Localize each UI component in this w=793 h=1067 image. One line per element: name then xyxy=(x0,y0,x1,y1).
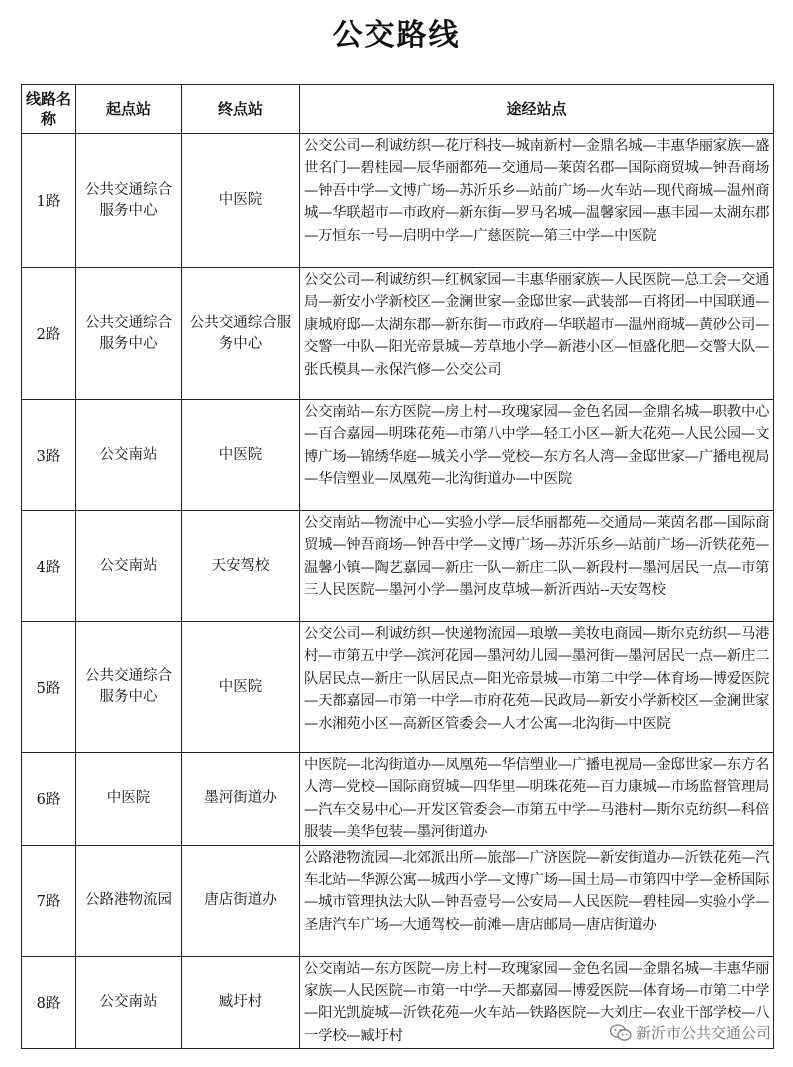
table-row xyxy=(22,268,774,400)
route-line: 6路 xyxy=(22,753,76,846)
route-end: 唐店街道办 xyxy=(182,845,300,956)
watermark xyxy=(610,1022,771,1043)
page-title: 公交路线 xyxy=(332,18,461,53)
table-row xyxy=(22,753,774,846)
route-line: 4路 xyxy=(22,511,76,622)
route-stops: 公交南站—物流中心—实验小学—辰华丽都苑—交通局—莱茵名郡—国际商贸城—钟吾商场—钟吾中学—文博广场—苏沂乐乡—站前广场—沂铁花苑—温馨小镇—陶艺嘉园—新庄一队—新庄二队—新段村—墨河居民一点—市第三人民医院—墨河小学—墨河皮草城—新沂西站--天安驾校 xyxy=(300,511,774,622)
route-line: 7路 xyxy=(22,845,76,956)
route-stops: 公路港物流园—北郊派出所—旅部—广济医院—新安街道办—沂铁花苑—汽车北站—华源公寓—城西小学—文博广场—国土局—市第四中学—金桥国际—城市管理执法大队—钟吾壹号—公安局—人民医院—碧桂园—实验小学—圣唐汽车广场—大通驾校—前滩—唐店邮局—唐店街道办 xyxy=(300,845,774,956)
route-stops: 公交公司—利诚纺织—快递物流园—琅墩—美妆电商园—斯尔克纺织—马港村—市第五中学—滨河花园—墨河幼儿园—墨河街—墨河居民一点—新庄二队居民点—新庄一队居民点—阳光帝景城—市第二中学—体育场—博爱医院—天都嘉园—市第一中学—市府花苑—民政局—新安小学新校区—金澜世家—水湘苑小区—高新区管委会—人才公寓—北沟街—中医院 xyxy=(300,622,774,753)
table-row xyxy=(22,511,774,622)
route-line: 2路 xyxy=(22,268,76,400)
header-start: 起点站 xyxy=(76,85,182,134)
table-row xyxy=(22,622,774,753)
route-start: 中医院 xyxy=(76,753,182,846)
route-start: 公共交通综合服务中心 xyxy=(76,268,182,400)
header-line-name: 线路名称 xyxy=(22,85,76,134)
route-table xyxy=(21,84,774,1049)
route-end: 臧圩村 xyxy=(182,956,300,1049)
header-end: 终点站 xyxy=(182,85,300,134)
route-end: 公共交通综合服务中心 xyxy=(182,268,300,400)
table-row xyxy=(22,400,774,511)
route-end: 中医院 xyxy=(182,134,300,268)
route-end: 中医院 xyxy=(182,400,300,511)
route-start: 公交南站 xyxy=(76,400,182,511)
route-start: 公路港物流园 xyxy=(76,845,182,956)
route-start: 公共交通综合服务中心 xyxy=(76,622,182,753)
route-start: 公交南站 xyxy=(76,956,182,1049)
route-stops: 公交公司—利诚纺织—花厅科技—城南新村—金鼎名城—丰惠华丽家族—盛世名门—碧桂园—辰华丽都苑—交通局—莱茵名郡—国际商贸城—钟吾商场—钟吾中学—文博广场—苏沂乐乡—站前广场—火车站—现代商城—温州商城—华联超市—市政府—新东街—罗马名城—温馨家园—惠丰园—太湖东郡—万恒东一号—启明中学—广慈医院—第三中学—中医院 xyxy=(300,134,774,268)
route-stops: 公交南站—东方医院—房上村—玫瑰家园—金色名园—金鼎名城—职教中心—百合嘉园—明珠花苑—市第八中学—轻工小区—新大花苑—人民公园—文博广场—锦绣华庭—城关小学—党校—东方名人湾—金邸世家—广播电视局—华信塑业—凤凰苑—北沟街道办—中医院 xyxy=(300,400,774,511)
route-line: 1路 xyxy=(22,134,76,268)
route-end: 中医院 xyxy=(182,622,300,753)
route-line: 3路 xyxy=(22,400,76,511)
table-row xyxy=(22,845,774,956)
route-end: 天安驾校 xyxy=(182,511,300,622)
route-stops: 中医院—北沟街道办—凤凰苑—华信塑业—广播电视局—金邸世家—东方名人湾—党校—国际商贸城—四华里—明珠花苑—百力康城—市场监督管理局—汽车交易中心—开发区管委会—市第五中学—马港村—斯尔克纺织—科倍服装—美华包装—墨河街道办 xyxy=(300,753,774,846)
header-stops: 途经站点 xyxy=(300,85,774,134)
header-row xyxy=(22,85,774,134)
route-end: 墨河街道办 xyxy=(182,753,300,846)
table-row xyxy=(22,134,774,268)
route-line: 8路 xyxy=(22,956,76,1049)
route-stops: 公交公司—利诚纺织—红枫家园—丰惠华丽家族—人民医院—总工会—交通局—新安小学新校区—金澜世家—金邸世家—武装部—百将团—中国联通—康城府邸—太湖东郡—新东街—市政府—华联超市—温州商城—黄砂公司—交警一中队—阳光帝景城—芳草地小学—新港小区—恒盛化肥—交警大队—张氏模具—永保汽修—公交公司 xyxy=(300,268,774,400)
route-line: 5路 xyxy=(22,622,76,753)
wechat-icon xyxy=(610,1024,632,1042)
route-start: 公交南站 xyxy=(76,511,182,622)
route-stops: 公交南站—东方医院—房上村—玫瑰家园—金色名园—金鼎名城—丰惠华丽家族—人民医院—市第一中学—天都嘉园—博爱医院—体育场—市第二中学—阳光凯旋城—沂铁花苑—火车站—铁路医院—大刘庄—农业干部学校—八一学校—臧圩村 xyxy=(300,956,774,1049)
watermark-text: 新沂市公共交通公司 xyxy=(635,1024,771,1042)
route-start: 公共交通综合服务中心 xyxy=(76,134,182,268)
